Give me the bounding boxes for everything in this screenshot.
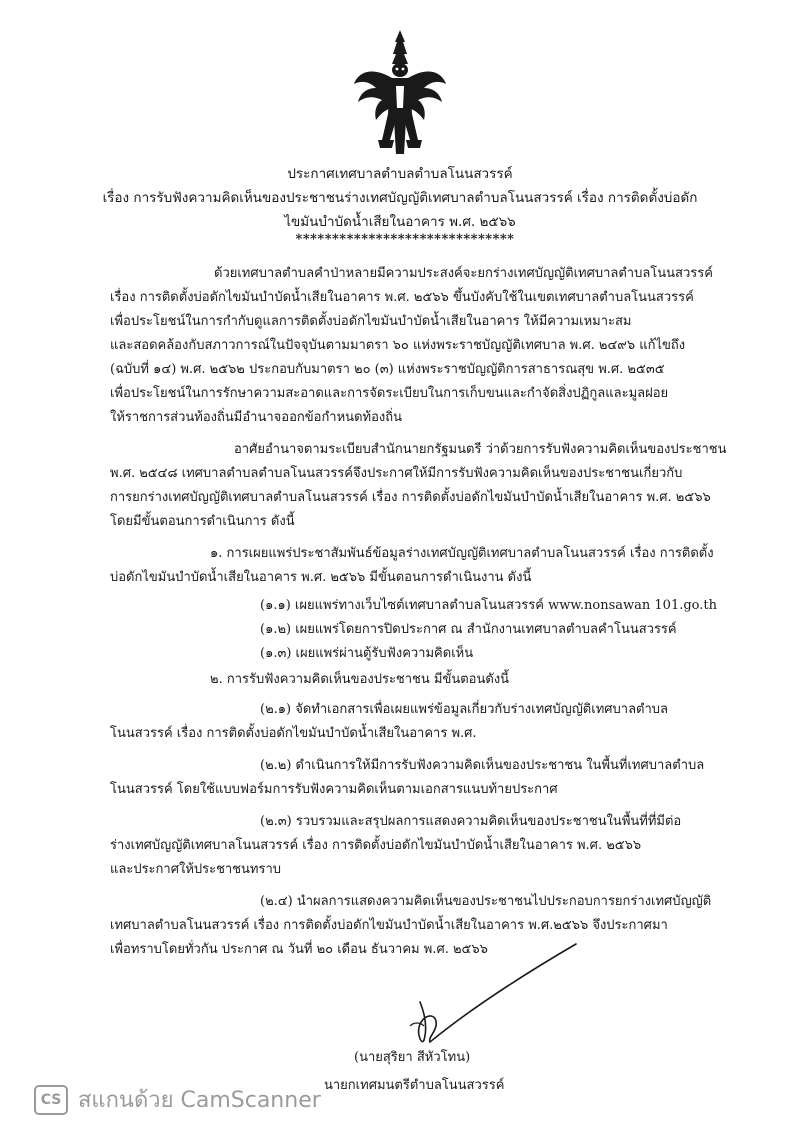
- body-line: เพื่อประโยชน์ในการกำกับดูแลการติดตั้งบ่อดักไขมันบำบัดน้ำเสียในอาคาร ให้มีความเหมาะสม: [110, 314, 632, 329]
- item-1-2: (๑.๒) เผยแพร่โดยการปิดประกาศ ณ สำนักงานเทศบาลตำบลคำโนนสวรรค์: [260, 622, 677, 637]
- body-line: และสอดคล้องกับสภาวการณ์ในปัจจุบันตามมาตรา ๖๐ แห่งพระราชบัญญัติเทศบาล พ.ศ. ๒๔๙๖ แก้ไขถึง: [110, 338, 686, 353]
- section-2-heading: ๒. การรับฟังความคิดเห็นของประชาชน มีขั้นตอนดังนี้: [210, 672, 510, 687]
- signer-position: นายกเทศมนตรีตำบลโนนสวรรค์: [324, 1078, 505, 1093]
- watermark-text: สแกนด้วย CamScanner: [78, 1088, 321, 1113]
- item-2-4: (๒.๔) นำผลการแสดงความคิดเห็นของประชาชนไปประกอบการยกร่างเทศบัญญัติ: [260, 894, 712, 909]
- body-line: พ.ศ. ๒๕๔๘ เทศบาลตำบลตำบลโนนสวรรค์จึงประกาศให้มีการรับฟังความคิดเห็นของประชาชนเกี่ยวกับ: [110, 466, 683, 481]
- signature-scribble-icon: [380, 930, 580, 1050]
- announcement-subject-cont: ไขมันบำบัดน้ำเสียในอาคาร พ.ศ. ๒๕๖๖: [284, 214, 516, 230]
- garuda-emblem-icon: [352, 28, 448, 158]
- body-line: เรื่อง การติดตั้งบ่อดักไขมันบำบัดน้ำเสียในอาคาร พ.ศ. ๒๕๖๖ ขึ้นบังคับใช้ในเขตเทศบาลตำบลโนนสวรรค์: [110, 290, 694, 305]
- section-1-heading: ๑. การเผยแพร่ประชาสัมพันธ์ข้อมูลร่างเทศบัญญัติเทศบาลตำบลโนนสวรรค์ เรื่อง การติดตั้ง: [210, 546, 714, 561]
- signer-name: (นายสุริยา สีหัวโทน): [354, 1050, 471, 1065]
- item-1-3: (๑.๓) เผยแพร่ผ่านตู้รับฟังความคิดเห็น: [260, 646, 474, 661]
- item-2-1: (๒.๑) จัดทำเอกสารเพื่อเผยแพร่ข้อมูลเกี่ยวกับร่างเทศบัญญัติเทศบาลตำบล: [260, 702, 668, 717]
- camscanner-watermark: [34, 1082, 321, 1117]
- body-line: อาศัยอำนาจตามระเบียบสำนักนายกรัฐมนตรี ว่าด้วยการรับฟังความคิดเห็นของประชาชน: [234, 442, 727, 457]
- announcement-date: เพื่อทราบโดยทั่วกัน ประกาศ ณ วันที่ ๒๐ เดือน ธันวาคม พ.ศ. ๒๕๖๖: [110, 942, 488, 957]
- item-2-4-cont: เทศบาลตำบลโนนสวรรค์ เรื่อง การติดตั้งบ่อดักไขมันบำบัดน้ำเสียในอาคาร พ.ศ.๒๕๖๖ จึงประกาศมา: [110, 918, 668, 933]
- body-line: ให้ราชการส่วนท้องถิ่นมีอำนาจออกข้อกำหนดท้องถิ่น: [110, 410, 402, 425]
- section-1-heading-cont: บ่อดักไขมันบำบัดน้ำเสียในอาคาร พ.ศ. ๒๕๖๖ มีขั้นตอนการดำเนินงาน ดังนี้: [110, 570, 532, 585]
- item-2-3-cont: ร่างเทศบัญญัติเทศบาลโนนสวรรค์ เรื่อง การติดตั้งบ่อดักไขมันบำบัดน้ำเสียในอาคาร พ.ศ. ๒๕๖๖: [110, 838, 642, 853]
- body-line: โดยมีขั้นตอนการดำเนินการ ดังนี้: [110, 514, 295, 529]
- item-2-3: (๒.๓) รวบรวมและสรุปผลการแสดงความคิดเห็นของประชาชนในพื้นที่ที่มีต่อ: [260, 814, 682, 829]
- item-1-1: (๑.๑) เผยแพร่ทางเว็บไซต์เทศบาลตำบลโนนสวรรค์ www.nonsawan 101.go.th: [260, 598, 718, 613]
- camscanner-logo-icon: CS: [34, 1085, 68, 1115]
- announcement-title: ประกาศเทศบาลตำบลตำบลโนนสวรรค์: [287, 166, 513, 182]
- title-divider: ******************************: [295, 232, 515, 247]
- announcement-subject: เรื่อง การรับฟังความคิดเห็นของประชาชนร่างเทศบัญญัติเทศบาลตำบลโนนสวรรค์ เรื่อง การติดตั้งบ่อดัก: [102, 190, 698, 206]
- item-2-2: (๒.๒) ดำเนินการให้มีการรับฟังความคิดเห็นของประชาชน ในพื้นที่เทศบาลตำบล: [260, 758, 705, 773]
- body-line: ด้วยเทศบาลตำบลคำป่าหลายมีความประสงค์จะยกร่างเทศบัญญัติเทศบาลตำบลโนนสวรรค์: [214, 266, 713, 281]
- item-2-3-cont: และประกาศให้ประชาชนทราบ: [110, 862, 282, 877]
- item-2-2-cont: โนนสวรรค์ โดยใช้แบบฟอร์มการรับฟังความคิดเห็นตามเอกสารแนบท้ายประกาศ: [110, 782, 558, 797]
- body-line: (ฉบับที่ ๑๔) พ.ศ. ๒๕๖๒ ประกอบกับมาตรา ๒๐ (๓) แห่งพระราชบัญญัติการสาธารณสุข พ.ศ. ๒๕๓๕: [110, 362, 665, 377]
- item-2-1-cont: โนนสวรรค์ เรื่อง การติดตั้งบ่อดักไขมันบำบัดน้ำเสียในอาคาร พ.ศ.: [110, 726, 477, 741]
- body-line: การยกร่างเทศบัญญัติเทศบาลตำบลโนนสวรรค์ เรื่อง การติดตั้งบ่อดักไขมันบำบัดน้ำเสียในอาคาร พ.ศ. ๒๕๖๖: [110, 490, 711, 505]
- body-line: เพื่อประโยชน์ในการรักษาความสะอาดและการจัดระเบียบในการเก็บขนและกำจัดสิ่งปฏิกูลและมูลฝอย: [110, 386, 669, 401]
